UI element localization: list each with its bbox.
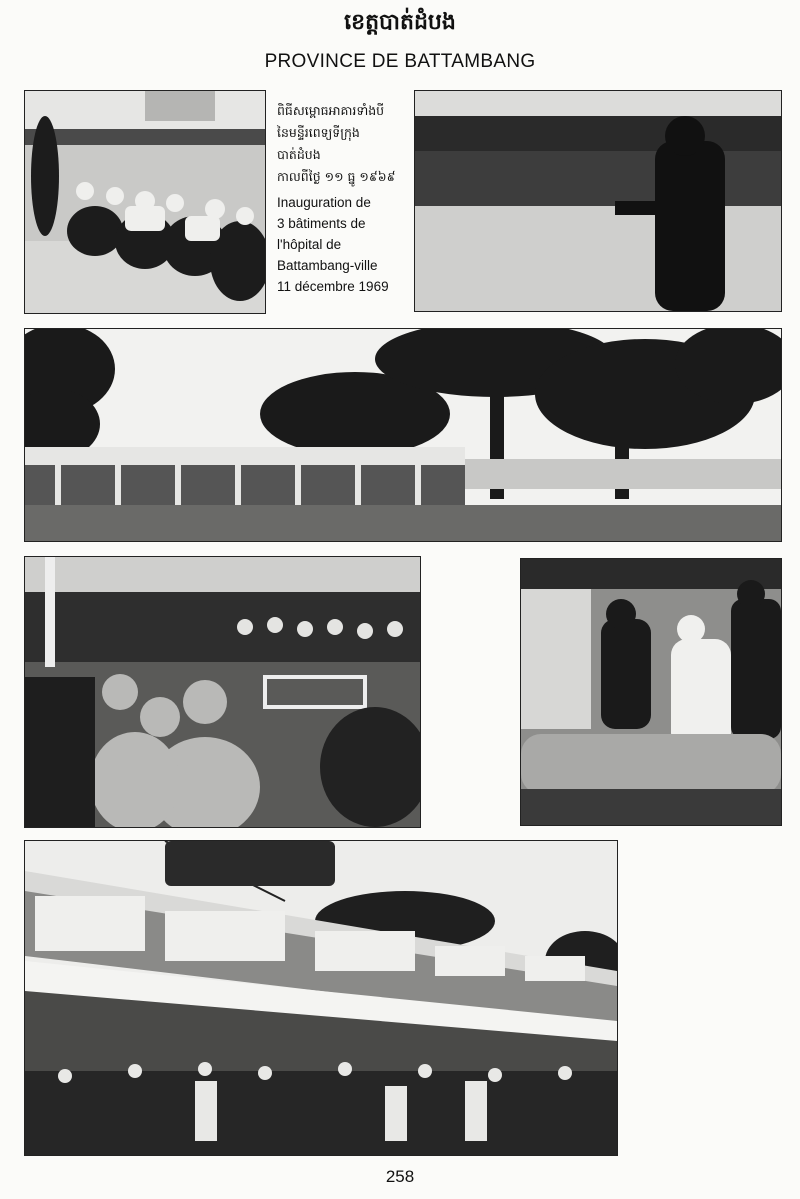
photo-seated-crowd [24,90,266,314]
page-number: 258 [385,1167,415,1186]
caption-french-line: 11 décembre 1969 [277,279,389,294]
caption-khmer-line: នៃមន្ទីរពេទ្យទីក្រុង [277,125,360,140]
caption-khmer-line: កាលពីថ្ងៃ ១១ ធ្នូ ១៩៦៩ [277,169,396,184]
caption-french-line: 3 bâtiments de [277,216,366,231]
caption-french-line: Battambang-ville [277,258,378,273]
caption-french-line: l'hôpital de [277,237,342,252]
photo-monks-ceremony [24,556,421,828]
photo-caption [277,100,417,297]
photo-speaker-crowd [414,90,782,312]
photo-hospital-building [24,328,782,542]
photo-building-crowd [24,840,618,1156]
caption-khmer-line: បាត់ដំបង [277,147,321,162]
caption-french-line: Inauguration de [277,195,371,210]
caption-khmer [277,100,417,188]
page-title-french: PROVINCE DE BATTAMBANG [264,51,536,72]
caption-french [277,192,417,297]
photo-patient-nurse [520,558,782,826]
page-title-khmer: ខេត្តបាត់ដំបង [344,10,456,35]
caption-khmer-line: ពិធីសម្ពោធអាគារទាំងបី [277,103,385,118]
